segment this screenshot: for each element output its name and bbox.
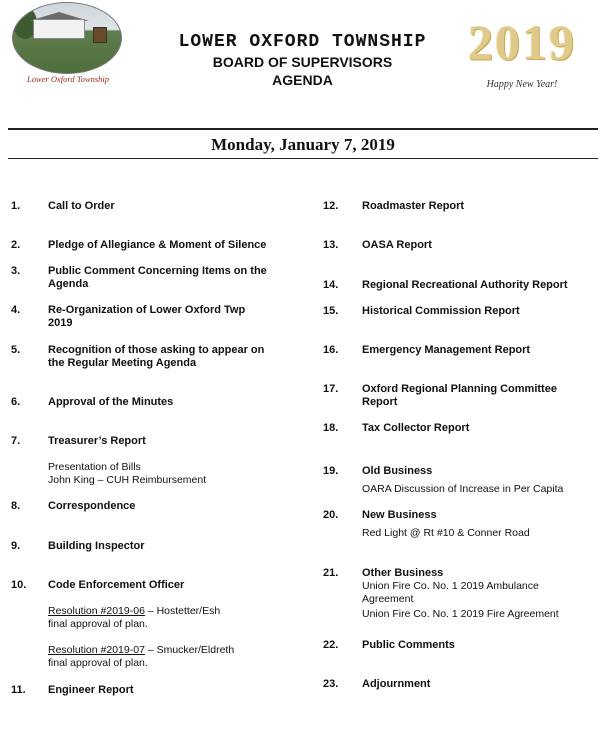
item-number: 23. bbox=[323, 678, 339, 690]
item-number: 21. bbox=[323, 567, 339, 579]
resolution-detail: final approval of plan. bbox=[48, 618, 148, 630]
item-title-continued: Report bbox=[362, 396, 398, 408]
item-number: 22. bbox=[323, 639, 339, 651]
year-graphic: 2019 bbox=[468, 14, 576, 70]
logo-caption: Lower Oxford Township bbox=[26, 74, 110, 84]
item-title: Public Comments bbox=[362, 639, 455, 651]
item-detail: Agreement bbox=[362, 593, 414, 605]
item-number: 18. bbox=[323, 422, 339, 434]
item-number: 16. bbox=[323, 344, 339, 356]
item-title: Oxford Regional Planning Committee bbox=[362, 383, 557, 395]
item-detail: Red Light @ Rt #10 & Conner Road bbox=[362, 527, 530, 539]
item-title: Call to Order bbox=[48, 200, 115, 212]
item-number: 5. bbox=[11, 344, 21, 356]
resolution-line bbox=[48, 644, 234, 657]
item-number: 6. bbox=[11, 396, 21, 408]
item-number: 20. bbox=[323, 509, 339, 521]
item-title: Re-Organization of Lower Oxford Twp bbox=[48, 304, 246, 316]
board-title: BOARD OF SUPERVISORS bbox=[212, 54, 393, 70]
township-building-photo bbox=[12, 2, 122, 74]
item-number: 19. bbox=[323, 465, 339, 477]
item-title: Building Inspector bbox=[48, 540, 145, 552]
item-detail: Union Fire Co. No. 1 2019 Ambulance bbox=[362, 580, 539, 592]
item-number: 10. bbox=[11, 579, 27, 591]
resolution-link[interactable]: Resolution #2019-06 bbox=[48, 605, 145, 617]
item-title-continued: Agenda bbox=[48, 278, 89, 290]
item-title: Tax Collector Report bbox=[362, 422, 470, 434]
item-number: 11. bbox=[11, 684, 26, 696]
township-title: LOWER OXFORD TOWNSHIP bbox=[178, 32, 427, 52]
resolution-parties: – Smucker/Eldreth bbox=[144, 644, 235, 656]
item-number: 8. bbox=[11, 500, 21, 512]
item-title: Recognition of those asking to appear on bbox=[48, 344, 265, 356]
item-number: 3. bbox=[11, 265, 21, 277]
item-number: 4. bbox=[11, 304, 21, 316]
township-logo bbox=[10, 0, 125, 92]
divider-top bbox=[8, 128, 598, 130]
item-number: 15. bbox=[323, 305, 339, 317]
item-title: Historical Commission Report bbox=[362, 305, 520, 317]
item-detail: Union Fire Co. No. 1 2019 Fire Agreement bbox=[362, 608, 559, 620]
item-number: 17. bbox=[323, 383, 339, 395]
item-title: OASA Report bbox=[362, 239, 432, 251]
agenda-title: AGENDA bbox=[272, 72, 333, 88]
item-number: 14. bbox=[323, 279, 339, 291]
item-title-continued: the Regular Meeting Agenda bbox=[48, 357, 197, 369]
resolution-link[interactable]: Resolution #2019-07 bbox=[48, 644, 145, 656]
divider-bottom bbox=[8, 158, 598, 159]
greeting-text: Happy New Year! bbox=[486, 79, 558, 90]
item-detail: Presentation of Bills bbox=[48, 461, 141, 473]
item-title: Approval of the Minutes bbox=[48, 396, 174, 408]
item-title: Correspondence bbox=[48, 500, 136, 512]
item-number: 12. bbox=[323, 200, 339, 212]
resolution-line bbox=[48, 605, 220, 618]
building-graphic bbox=[33, 19, 85, 39]
item-title: Code Enforcement Officer bbox=[48, 579, 185, 591]
item-title: Engineer Report bbox=[48, 684, 134, 696]
sign-graphic bbox=[93, 27, 107, 43]
item-title: Old Business bbox=[362, 465, 433, 477]
item-number: 2. bbox=[11, 239, 21, 251]
resolution-detail: final approval of plan. bbox=[48, 657, 148, 669]
item-title-continued: 2019 bbox=[48, 317, 73, 329]
item-title: Adjournment bbox=[362, 678, 431, 690]
meeting-date: Monday, January 7, 2019 bbox=[211, 135, 395, 154]
item-detail: OARA Discussion of Increase in Per Capita bbox=[362, 483, 564, 495]
item-title: Regional Recreational Authority Report bbox=[362, 279, 568, 291]
item-number: 7. bbox=[11, 435, 21, 447]
item-title: New Business bbox=[362, 509, 437, 521]
item-title: Emergency Management Report bbox=[362, 344, 531, 356]
item-title: Pledge of Allegiance & Moment of Silence bbox=[48, 239, 267, 251]
item-number: 13. bbox=[323, 239, 339, 251]
resolution-parties: – Hostetter/Esh bbox=[144, 605, 221, 617]
item-title: Public Comment Concerning Items on the bbox=[48, 265, 267, 277]
item-title: Other Business bbox=[362, 567, 444, 579]
item-detail: John King – CUH Reimbursement bbox=[48, 474, 207, 486]
item-title: Roadmaster Report bbox=[362, 200, 465, 212]
item-number: 9. bbox=[11, 540, 21, 552]
item-title: Treasurer’s Report bbox=[48, 435, 146, 447]
item-number: 1. bbox=[11, 200, 21, 212]
